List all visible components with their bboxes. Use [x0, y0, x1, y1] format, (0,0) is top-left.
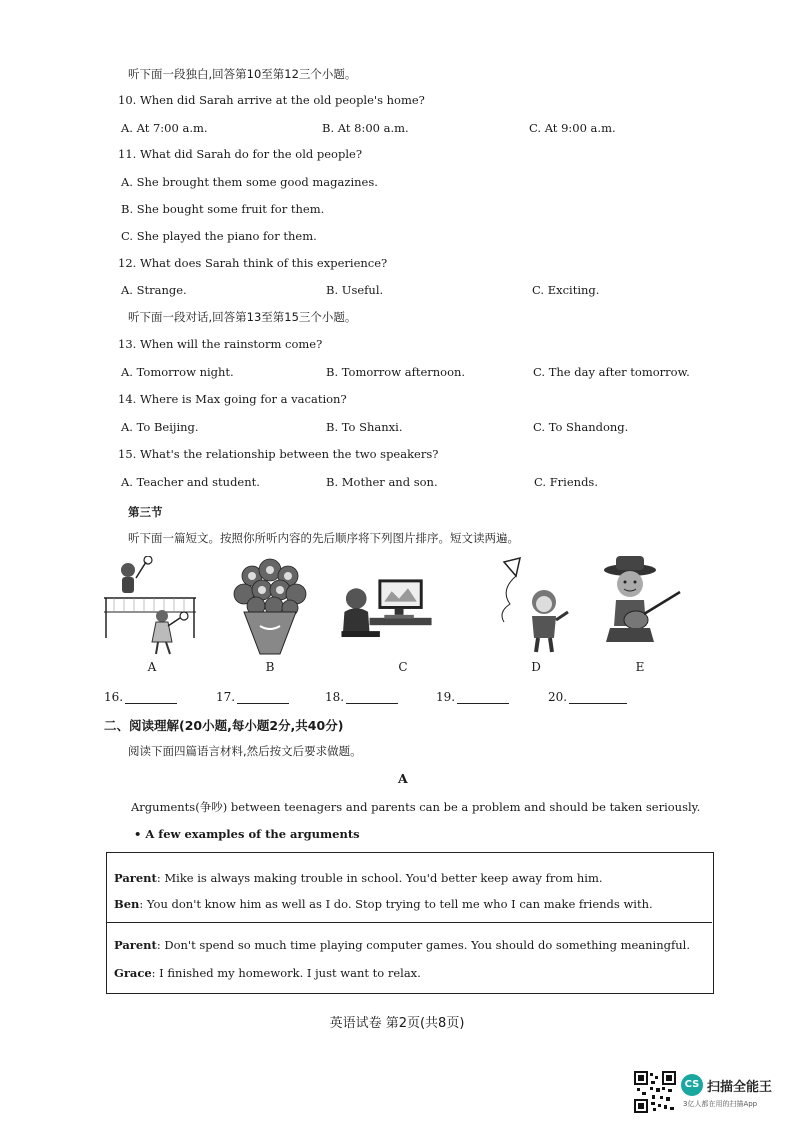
blank-number: 19.: [436, 690, 456, 704]
section-instruction: 听下面一篇短文。按照你所听内容的先后顺序将下列图片排序。短文读两遍。: [128, 531, 519, 545]
question-12-option-c: C. Exciting.: [532, 283, 600, 297]
question-13: 13. When will the rainstorm come?: [118, 337, 323, 351]
answer-blank-16[interactable]: [104, 690, 177, 704]
blank-number: 17.: [216, 690, 236, 704]
picture-label-c: C: [398, 660, 408, 674]
picture-label-b: B: [265, 660, 275, 674]
camscanner-logo-icon: CS: [681, 1074, 703, 1096]
qr-code-icon: [634, 1071, 676, 1113]
question-10-option-b: B. At 8:00 a.m.: [322, 121, 409, 135]
question-11-option-b: B. She bought some fruit for them.: [121, 202, 325, 216]
speech-text: : I finished my homework. I just want to relax.: [151, 966, 421, 980]
reading-instruction: 阅读下面四篇语言材料,然后按文后要求做题。: [128, 744, 362, 758]
dialogue-line: [114, 938, 690, 952]
question-15: 15. What's the relationship between the two speakers?: [118, 447, 439, 461]
question-11: 11. What did Sarah do for the old people?: [118, 147, 362, 161]
instruction-monologue: 听下面一段独白,回答第10至第12三个小题。: [128, 67, 357, 81]
speech-text: : Mike is always making trouble in school. You'd better keep away from him.: [156, 871, 603, 885]
speaker-name: Ben: [114, 897, 140, 911]
flower-bouquet-picture: [222, 556, 318, 656]
answer-blank-18[interactable]: [325, 690, 398, 704]
boy-with-guitar-picture: [596, 556, 692, 656]
question-14-option-c: C. To Shandong.: [533, 420, 629, 434]
question-12-option-b: B. Useful.: [326, 283, 384, 297]
section-heading: 第三节: [128, 505, 163, 519]
question-13-option-b: B. Tomorrow afternoon.: [326, 365, 466, 379]
speech-text: : Don't spend so much time playing computer games. You should do something meaningful.: [156, 938, 690, 952]
question-15-option-a: A. Teacher and student.: [121, 475, 260, 489]
blank-number: 18.: [325, 690, 345, 704]
passage-label: A: [398, 771, 408, 786]
box-divider: [106, 922, 712, 923]
dialogue-line: [114, 871, 603, 885]
question-14-option-a: A. To Beijing.: [121, 420, 199, 434]
reading-heading: 二、阅读理解(20小题,每小题2分,共40分): [104, 718, 344, 733]
question-10-option-c: C. At 9:00 a.m.: [529, 121, 616, 135]
picture-label-e: E: [635, 660, 645, 674]
question-14-option-b: B. To Shanxi.: [326, 420, 403, 434]
picture-label-a: A: [147, 660, 157, 674]
speaker-name: Parent: [114, 871, 157, 885]
answer-blank-20[interactable]: [548, 690, 627, 704]
answer-blank-19[interactable]: [436, 690, 509, 704]
question-11-option-a: A. She brought them some good magazines.: [121, 175, 378, 189]
question-11-option-c: C. She played the piano for them.: [121, 229, 317, 243]
question-13-option-a: A. Tomorrow night.: [121, 365, 234, 379]
blank-number: 16.: [104, 690, 124, 704]
question-15-option-b: B. Mother and son.: [326, 475, 438, 489]
camscanner-tagline: 3亿人都在用的扫描App: [683, 1100, 758, 1108]
question-10-option-a: A. At 7:00 a.m.: [121, 121, 208, 135]
dialogue-line: [114, 897, 653, 911]
instruction-dialogue: 听下面一段对话,回答第13至第15三个小题。: [128, 310, 357, 324]
boy-at-computer-picture: [340, 556, 436, 656]
passage-intro: Arguments(争吵) between teenagers and parents can be a problem and should be taken seriously.: [131, 800, 701, 814]
blank-number: 20.: [548, 690, 568, 704]
question-12: 12. What does Sarah think of this experience?: [118, 256, 388, 270]
badminton-players-picture: [102, 556, 198, 656]
question-10: 10. When did Sarah arrive at the old people's home?: [118, 93, 425, 107]
answer-blank-17[interactable]: [216, 690, 289, 704]
speech-text: : You don't know him as well as I do. Stop trying to tell me who I can make friends with.: [139, 897, 653, 911]
question-13-option-c: C. The day after tomorrow.: [533, 365, 690, 379]
camscanner-name: 扫描全能王: [707, 1080, 773, 1095]
page-footer: 英语试卷 第2页(共8页): [329, 1016, 465, 1031]
speaker-name: Grace: [114, 966, 152, 980]
question-15-option-c: C. Friends.: [534, 475, 598, 489]
boy-with-kite-picture: [490, 556, 586, 656]
picture-label-d: D: [531, 660, 541, 674]
question-14: 14. Where is Max going for a vacation?: [118, 392, 347, 406]
dialogue-line: [114, 966, 421, 980]
speaker-name: Parent: [114, 938, 157, 952]
question-12-option-a: A. Strange.: [121, 283, 187, 297]
bullet-heading: • A few examples of the arguments: [134, 827, 360, 841]
